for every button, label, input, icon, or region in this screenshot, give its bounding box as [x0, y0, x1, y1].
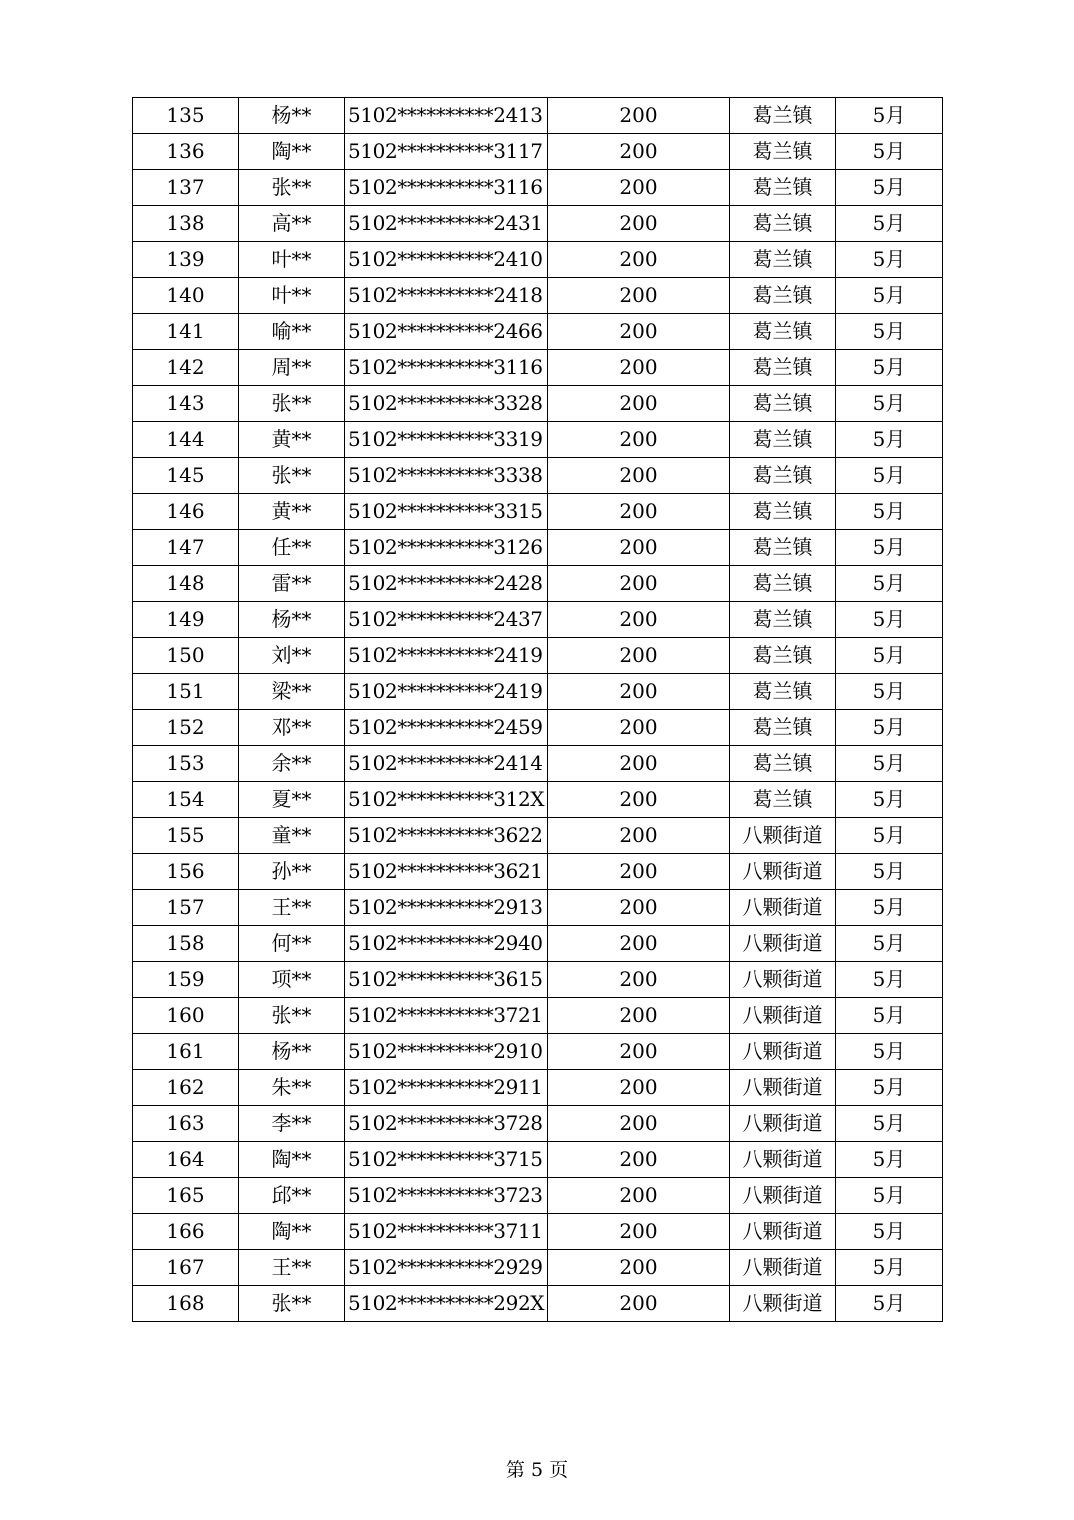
month-cell: 5月: [836, 1070, 943, 1106]
amount-cell: 200: [548, 998, 730, 1034]
month-cell: 5月: [836, 242, 943, 278]
row-number-cell: 162: [133, 1070, 239, 1106]
row-number-cell: 137: [133, 170, 239, 206]
name-cell: 何**: [239, 926, 345, 962]
amount-cell: 200: [548, 602, 730, 638]
id-number-cell: 5102**********2428: [345, 566, 548, 602]
amount-cell: 200: [548, 530, 730, 566]
table-row: [133, 890, 943, 926]
id-number-cell: 5102**********3622: [345, 818, 548, 854]
id-number-cell: 5102**********2418: [345, 278, 548, 314]
month-cell: 5月: [836, 890, 943, 926]
id-number-cell: 5102**********292X: [345, 1286, 548, 1322]
amount-cell: 200: [548, 314, 730, 350]
amount-cell: 200: [548, 1214, 730, 1250]
town-cell: 葛兰镇: [730, 134, 836, 170]
name-cell: 孙**: [239, 854, 345, 890]
name-cell: 梁**: [239, 674, 345, 710]
table-row: [133, 818, 943, 854]
table-row: [133, 134, 943, 170]
table-row: [133, 710, 943, 746]
table-row: [133, 998, 943, 1034]
name-cell: 周**: [239, 350, 345, 386]
town-cell: 葛兰镇: [730, 350, 836, 386]
month-cell: 5月: [836, 746, 943, 782]
table-row: [133, 854, 943, 890]
town-cell: 八颗街道: [730, 1070, 836, 1106]
row-number-cell: 164: [133, 1142, 239, 1178]
row-number-cell: 148: [133, 566, 239, 602]
town-cell: 葛兰镇: [730, 242, 836, 278]
amount-cell: 200: [548, 170, 730, 206]
id-number-cell: 5102**********2413: [345, 98, 548, 134]
row-number-cell: 155: [133, 818, 239, 854]
month-cell: 5月: [836, 1250, 943, 1286]
town-cell: 葛兰镇: [730, 566, 836, 602]
month-cell: 5月: [836, 314, 943, 350]
month-cell: 5月: [836, 458, 943, 494]
row-number-cell: 168: [133, 1286, 239, 1322]
id-number-cell: 5102**********2459: [345, 710, 548, 746]
town-cell: 八颗街道: [730, 1250, 836, 1286]
name-cell: 张**: [239, 458, 345, 494]
amount-cell: 200: [548, 422, 730, 458]
month-cell: 5月: [836, 962, 943, 998]
month-cell: 5月: [836, 566, 943, 602]
table-row: [133, 1034, 943, 1070]
table-row: [133, 1142, 943, 1178]
id-number-cell: 5102**********2929: [345, 1250, 548, 1286]
town-cell: 葛兰镇: [730, 746, 836, 782]
table-row: [133, 98, 943, 134]
town-cell: 八颗街道: [730, 1142, 836, 1178]
amount-cell: 200: [548, 674, 730, 710]
town-cell: 葛兰镇: [730, 314, 836, 350]
month-cell: 5月: [836, 98, 943, 134]
amount-cell: 200: [548, 1142, 730, 1178]
row-number-cell: 167: [133, 1250, 239, 1286]
month-cell: 5月: [836, 818, 943, 854]
id-number-cell: 5102**********3721: [345, 998, 548, 1034]
amount-cell: 200: [548, 494, 730, 530]
row-number-cell: 141: [133, 314, 239, 350]
row-number-cell: 144: [133, 422, 239, 458]
name-cell: 喻**: [239, 314, 345, 350]
month-cell: 5月: [836, 1286, 943, 1322]
id-number-cell: 5102**********3117: [345, 134, 548, 170]
table-row: [133, 494, 943, 530]
month-cell: 5月: [836, 998, 943, 1034]
id-number-cell: 5102**********3715: [345, 1142, 548, 1178]
row-number-cell: 153: [133, 746, 239, 782]
name-cell: 黄**: [239, 494, 345, 530]
row-number-cell: 149: [133, 602, 239, 638]
page-number: 第 5 页: [505, 1459, 569, 1481]
id-number-cell: 5102**********3116: [345, 350, 548, 386]
row-number-cell: 163: [133, 1106, 239, 1142]
table-row: [133, 1214, 943, 1250]
id-number-cell: 5102**********2419: [345, 674, 548, 710]
table-row: [133, 674, 943, 710]
amount-cell: 200: [548, 890, 730, 926]
row-number-cell: 147: [133, 530, 239, 566]
name-cell: 李**: [239, 1106, 345, 1142]
row-number-cell: 157: [133, 890, 239, 926]
table-row: [133, 386, 943, 422]
name-cell: 王**: [239, 890, 345, 926]
name-cell: 陶**: [239, 1214, 345, 1250]
id-number-cell: 5102**********2410: [345, 242, 548, 278]
row-number-cell: 136: [133, 134, 239, 170]
table-row: [133, 1178, 943, 1214]
table-row: [133, 926, 943, 962]
name-cell: 陶**: [239, 1142, 345, 1178]
id-number-cell: 5102**********2431: [345, 206, 548, 242]
row-number-cell: 146: [133, 494, 239, 530]
town-cell: 八颗街道: [730, 998, 836, 1034]
month-cell: 5月: [836, 278, 943, 314]
name-cell: 任**: [239, 530, 345, 566]
month-cell: 5月: [836, 1034, 943, 1070]
row-number-cell: 138: [133, 206, 239, 242]
town-cell: 葛兰镇: [730, 422, 836, 458]
name-cell: 叶**: [239, 242, 345, 278]
table-row: [133, 602, 943, 638]
id-number-cell: 5102**********3728: [345, 1106, 548, 1142]
town-cell: 八颗街道: [730, 890, 836, 926]
table-row: [133, 566, 943, 602]
town-cell: 八颗街道: [730, 1106, 836, 1142]
month-cell: 5月: [836, 782, 943, 818]
name-cell: 夏**: [239, 782, 345, 818]
id-number-cell: 5102**********2940: [345, 926, 548, 962]
amount-cell: 200: [548, 134, 730, 170]
town-cell: 葛兰镇: [730, 98, 836, 134]
row-number-cell: 166: [133, 1214, 239, 1250]
town-cell: 葛兰镇: [730, 638, 836, 674]
id-number-cell: 5102**********2437: [345, 602, 548, 638]
amount-cell: 200: [548, 386, 730, 422]
name-cell: 余**: [239, 746, 345, 782]
row-number-cell: 145: [133, 458, 239, 494]
amount-cell: 200: [548, 962, 730, 998]
record-table: [132, 97, 943, 1322]
amount-cell: 200: [548, 242, 730, 278]
id-number-cell: 5102**********3723: [345, 1178, 548, 1214]
row-number-cell: 160: [133, 998, 239, 1034]
id-number-cell: 5102**********2466: [345, 314, 548, 350]
row-number-cell: 159: [133, 962, 239, 998]
row-number-cell: 139: [133, 242, 239, 278]
month-cell: 5月: [836, 1178, 943, 1214]
name-cell: 刘**: [239, 638, 345, 674]
id-number-cell: 5102**********3621: [345, 854, 548, 890]
id-number-cell: 5102**********2911: [345, 1070, 548, 1106]
id-number-cell: 5102**********3126: [345, 530, 548, 566]
name-cell: 张**: [239, 170, 345, 206]
month-cell: 5月: [836, 350, 943, 386]
amount-cell: 200: [548, 1106, 730, 1142]
table-row: [133, 170, 943, 206]
name-cell: 雷**: [239, 566, 345, 602]
table-row: [133, 1070, 943, 1106]
amount-cell: 200: [548, 1034, 730, 1070]
name-cell: 邓**: [239, 710, 345, 746]
id-number-cell: 5102**********3328: [345, 386, 548, 422]
id-number-cell: 5102**********2414: [345, 746, 548, 782]
name-cell: 高**: [239, 206, 345, 242]
row-number-cell: 143: [133, 386, 239, 422]
table-row: [133, 638, 943, 674]
name-cell: 杨**: [239, 602, 345, 638]
amount-cell: 200: [548, 1178, 730, 1214]
town-cell: 葛兰镇: [730, 206, 836, 242]
town-cell: 葛兰镇: [730, 782, 836, 818]
table-row: [133, 206, 943, 242]
amount-cell: 200: [548, 710, 730, 746]
id-number-cell: 5102**********3615: [345, 962, 548, 998]
month-cell: 5月: [836, 1142, 943, 1178]
name-cell: 朱**: [239, 1070, 345, 1106]
id-number-cell: 5102**********3116: [345, 170, 548, 206]
table-row: [133, 782, 943, 818]
table-row: [133, 314, 943, 350]
table-row: [133, 278, 943, 314]
month-cell: 5月: [836, 674, 943, 710]
month-cell: 5月: [836, 530, 943, 566]
row-number-cell: 156: [133, 854, 239, 890]
name-cell: 黄**: [239, 422, 345, 458]
name-cell: 陶**: [239, 134, 345, 170]
table-row: [133, 242, 943, 278]
amount-cell: 200: [548, 1250, 730, 1286]
row-number-cell: 152: [133, 710, 239, 746]
row-number-cell: 158: [133, 926, 239, 962]
month-cell: 5月: [836, 422, 943, 458]
town-cell: 葛兰镇: [730, 278, 836, 314]
town-cell: 葛兰镇: [730, 458, 836, 494]
name-cell: 项**: [239, 962, 345, 998]
table-row: [133, 962, 943, 998]
month-cell: 5月: [836, 1214, 943, 1250]
month-cell: 5月: [836, 494, 943, 530]
row-number-cell: 154: [133, 782, 239, 818]
name-cell: 叶**: [239, 278, 345, 314]
table-row: [133, 1250, 943, 1286]
month-cell: 5月: [836, 638, 943, 674]
town-cell: 八颗街道: [730, 1286, 836, 1322]
id-number-cell: 5102**********312X: [345, 782, 548, 818]
id-number-cell: 5102**********2913: [345, 890, 548, 926]
town-cell: 葛兰镇: [730, 170, 836, 206]
name-cell: 杨**: [239, 98, 345, 134]
name-cell: 杨**: [239, 1034, 345, 1070]
amount-cell: 200: [548, 206, 730, 242]
amount-cell: 200: [548, 458, 730, 494]
row-number-cell: 140: [133, 278, 239, 314]
town-cell: 八颗街道: [730, 1214, 836, 1250]
amount-cell: 200: [548, 566, 730, 602]
town-cell: 葛兰镇: [730, 710, 836, 746]
amount-cell: 200: [548, 926, 730, 962]
amount-cell: 200: [548, 1070, 730, 1106]
name-cell: 张**: [239, 998, 345, 1034]
amount-cell: 200: [548, 854, 730, 890]
town-cell: 八颗街道: [730, 818, 836, 854]
row-number-cell: 165: [133, 1178, 239, 1214]
table-row: [133, 458, 943, 494]
table-row: [133, 1106, 943, 1142]
table-row: [133, 1286, 943, 1322]
month-cell: 5月: [836, 602, 943, 638]
table-row: [133, 746, 943, 782]
town-cell: 葛兰镇: [730, 530, 836, 566]
table-row: [133, 350, 943, 386]
amount-cell: 200: [548, 818, 730, 854]
name-cell: 邱**: [239, 1178, 345, 1214]
row-number-cell: 135: [133, 98, 239, 134]
id-number-cell: 5102**********3711: [345, 1214, 548, 1250]
name-cell: 童**: [239, 818, 345, 854]
month-cell: 5月: [836, 134, 943, 170]
table-row: [133, 422, 943, 458]
town-cell: 八颗街道: [730, 1178, 836, 1214]
row-number-cell: 161: [133, 1034, 239, 1070]
town-cell: 八颗街道: [730, 926, 836, 962]
month-cell: 5月: [836, 1106, 943, 1142]
month-cell: 5月: [836, 926, 943, 962]
id-number-cell: 5102**********3315: [345, 494, 548, 530]
row-number-cell: 151: [133, 674, 239, 710]
town-cell: 葛兰镇: [730, 674, 836, 710]
month-cell: 5月: [836, 170, 943, 206]
town-cell: 八颗街道: [730, 1034, 836, 1070]
name-cell: 王**: [239, 1250, 345, 1286]
id-number-cell: 5102**********3338: [345, 458, 548, 494]
amount-cell: 200: [548, 638, 730, 674]
amount-cell: 200: [548, 278, 730, 314]
record-table-body: [133, 98, 943, 1322]
month-cell: 5月: [836, 386, 943, 422]
amount-cell: 200: [548, 350, 730, 386]
amount-cell: 200: [548, 1286, 730, 1322]
amount-cell: 200: [548, 782, 730, 818]
amount-cell: 200: [548, 746, 730, 782]
name-cell: 张**: [239, 386, 345, 422]
row-number-cell: 150: [133, 638, 239, 674]
town-cell: 八颗街道: [730, 962, 836, 998]
name-cell: 张**: [239, 1286, 345, 1322]
amount-cell: 200: [548, 98, 730, 134]
table-row: [133, 530, 943, 566]
month-cell: 5月: [836, 710, 943, 746]
town-cell: 八颗街道: [730, 854, 836, 890]
month-cell: 5月: [836, 206, 943, 242]
town-cell: 葛兰镇: [730, 602, 836, 638]
id-number-cell: 5102**********2419: [345, 638, 548, 674]
month-cell: 5月: [836, 854, 943, 890]
town-cell: 葛兰镇: [730, 386, 836, 422]
id-number-cell: 5102**********3319: [345, 422, 548, 458]
id-number-cell: 5102**********2910: [345, 1034, 548, 1070]
town-cell: 葛兰镇: [730, 494, 836, 530]
row-number-cell: 142: [133, 350, 239, 386]
